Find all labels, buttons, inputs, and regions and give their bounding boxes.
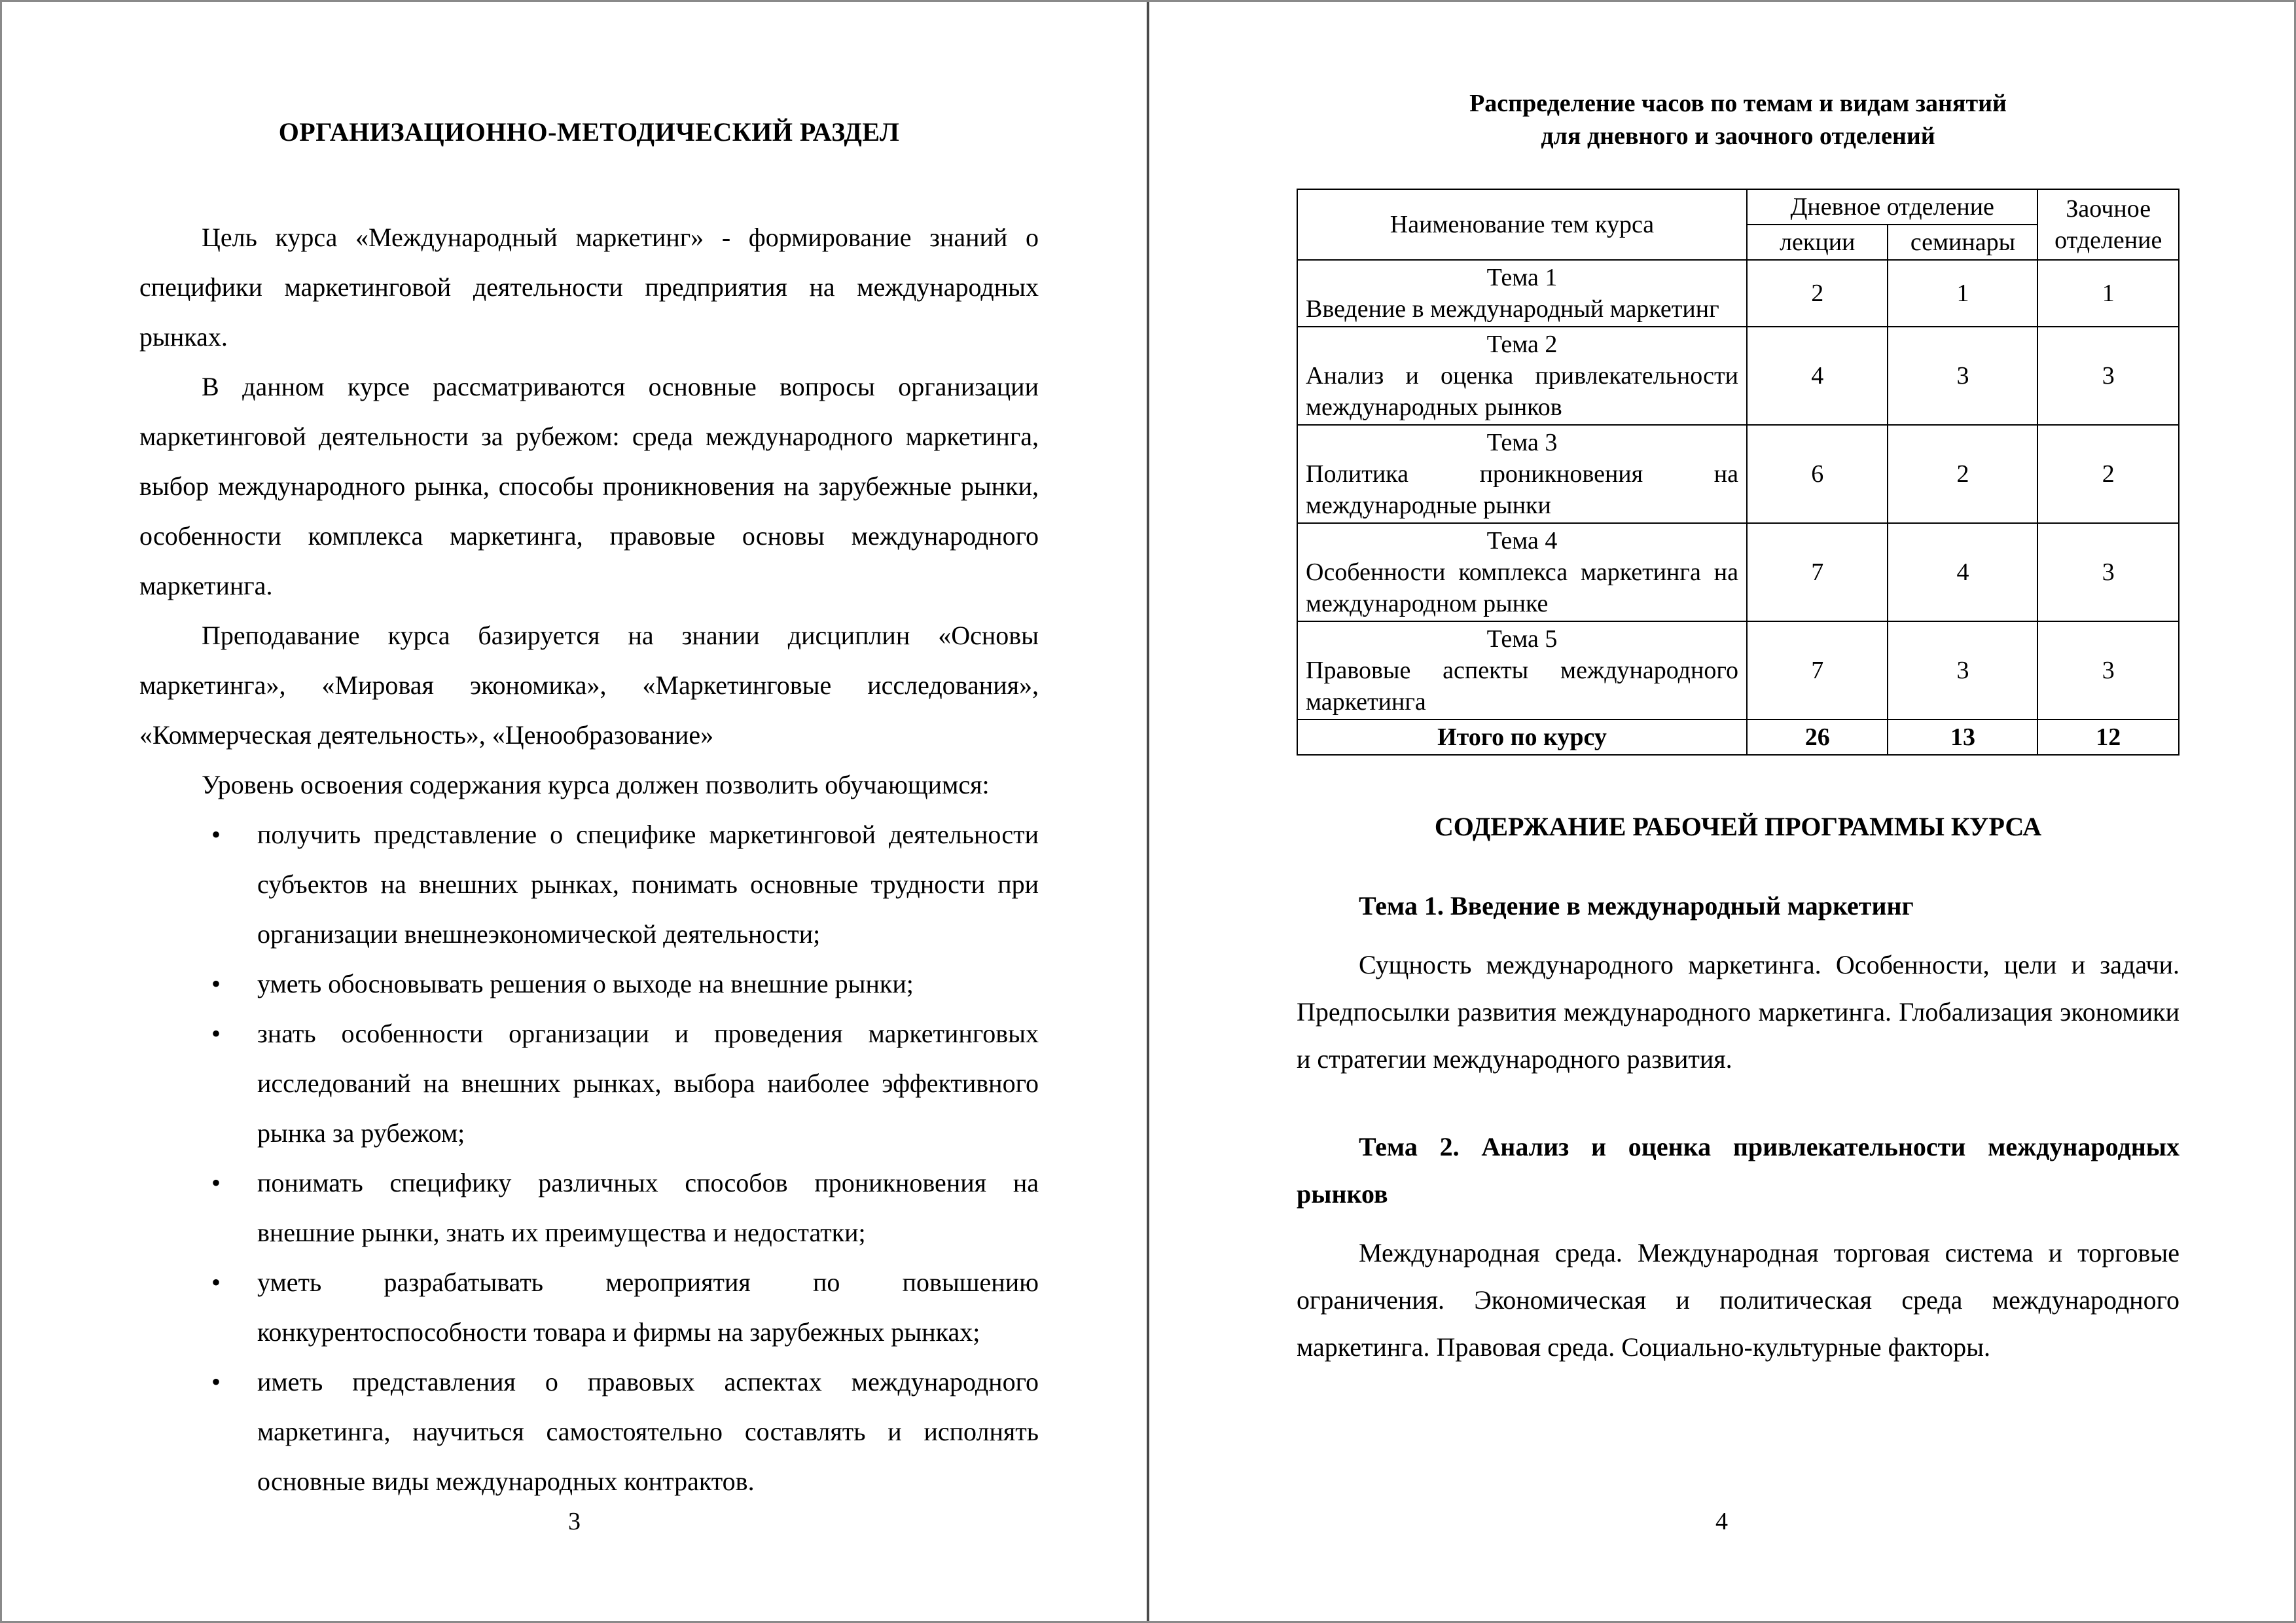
column-header-day: Дневное отделение bbox=[1747, 189, 2038, 225]
bullet-icon: • bbox=[211, 1168, 221, 1197]
theme-title: Правовые аспекты международного маркетинга bbox=[1306, 657, 1738, 716]
seminars-hours: 3 bbox=[1888, 327, 2037, 425]
table-row bbox=[1297, 327, 2179, 425]
page-title: ОРГАНИЗАЦИОННО-МЕТОДИЧЕСКИЙ РАЗДЕЛ bbox=[278, 117, 900, 147]
page-number: 4 bbox=[1715, 1508, 1728, 1535]
total-lectures: 26 bbox=[1747, 720, 1888, 755]
list-item bbox=[211, 810, 1039, 959]
bullet-icon: • bbox=[211, 1019, 221, 1048]
page-number: 3 bbox=[568, 1508, 581, 1535]
list-item-text: иметь представления о правовых аспектах международного маркетинга, научиться самостоятельно составлять и исполнять основные виды международных контрактов. bbox=[257, 1367, 1039, 1496]
list-item bbox=[211, 959, 1039, 1009]
lectures-hours: 4 bbox=[1747, 327, 1888, 425]
bullet-icon: • bbox=[211, 1367, 221, 1396]
table-header-row bbox=[1297, 189, 2179, 225]
seminars-hours: 1 bbox=[1888, 260, 2037, 327]
theme-title: Политика проникновения на международные рынки bbox=[1306, 460, 1738, 519]
list-item-text: уметь разрабатывать мероприятия по повышению конкурентоспособности товара и фирмы на зарубежных рынках; bbox=[257, 1267, 1039, 1347]
topic-body: Международная среда. Международная торговая система и торговые ограничения. Экономическая и политическая среда международного маркетинга. Правовая среда. Социально-культурные факторы. bbox=[1297, 1238, 2179, 1362]
list-item bbox=[211, 1009, 1039, 1158]
list-item bbox=[211, 1158, 1039, 1258]
list-item-text: уметь обосновывать решения о выходе на внешние рынки; bbox=[257, 969, 914, 998]
zaochnoe-hours: 3 bbox=[2037, 621, 2179, 720]
column-header-name: Наименование тем курса bbox=[1297, 189, 1747, 260]
zaochnoe-hours: 3 bbox=[2037, 523, 2179, 621]
list-item-text: знать особенности организации и проведения маркетинговых исследований на внешних рынках, выбора наиболее эффективного рынка за рубежом; bbox=[257, 1019, 1039, 1148]
zaochnoe-hours: 1 bbox=[2037, 260, 2179, 327]
theme-label: Тема 3 bbox=[1486, 429, 1558, 456]
zaochnoe-hours: 2 bbox=[2037, 425, 2179, 523]
bullet-icon: • bbox=[211, 969, 221, 998]
table-title-line1: Распределение часов по темам и видам занятий bbox=[1469, 90, 2007, 117]
seminars-hours: 2 bbox=[1888, 425, 2037, 523]
seminars-hours: 4 bbox=[1888, 523, 2037, 621]
column-header-seminars: семинары bbox=[1888, 225, 2037, 260]
total-zaochnoe: 12 bbox=[2037, 720, 2179, 755]
theme-title: Особенности комплекса маркетинга на международном рынке bbox=[1306, 558, 1738, 617]
zaochnoe-hours: 3 bbox=[2037, 327, 2179, 425]
table-title bbox=[1297, 87, 2179, 153]
seminars-hours: 3 bbox=[1888, 621, 2037, 720]
theme-label: Тема 2 bbox=[1486, 331, 1558, 358]
column-header-lectures: лекции bbox=[1747, 225, 1888, 260]
list-item bbox=[211, 1258, 1039, 1357]
lectures-hours: 2 bbox=[1747, 260, 1888, 327]
theme-label: Тема 5 bbox=[1486, 625, 1558, 653]
theme-title: Анализ и оценка привлекательности международных рынков bbox=[1306, 362, 1738, 421]
table-row bbox=[1297, 260, 2179, 327]
page-left bbox=[2, 2, 1148, 1621]
topic-body: Сущность международного маркетинга. Особенности, цели и задачи. Предпосылки развития международного маркетинга. Глобализация экономики и стратегии международного развития. bbox=[1297, 950, 2179, 1074]
bullet-icon: • bbox=[211, 1267, 221, 1297]
topic-heading: Тема 2. Анализ и оценка привлекательности международных рынков bbox=[1297, 1132, 2179, 1209]
list-item-text: получить представление о специфике маркетинговой деятельности субъектов на внешних рынках, понимать основные трудности при организации внешнеэкономической деятельности; bbox=[257, 820, 1039, 949]
theme-label: Тема 1 bbox=[1486, 264, 1558, 291]
total-seminars: 13 bbox=[1888, 720, 2037, 755]
paragraph: Преподавание курса базируется на знании дисциплин «Основы маркетинга», «Мировая экономика», «Маркетинговые исследования», «Коммерческая деятельность», «Ценообразование» bbox=[139, 621, 1039, 750]
bullet-icon: • bbox=[211, 820, 221, 849]
lectures-hours: 7 bbox=[1747, 523, 1888, 621]
paragraph: В данном курсе рассматриваются основные вопросы организации маркетинговой деятельности за рубежом: среда международного маркетинга, выбор международного рынка, способы проникновения на зарубежные рынки, особенности комплекса маркетинга, правовые основы международного маркетинга. bbox=[139, 372, 1039, 600]
lectures-hours: 6 bbox=[1747, 425, 1888, 523]
paragraph: Уровень освоения содержания курса должен позволить обучающимся: bbox=[202, 770, 990, 799]
page-right bbox=[1148, 2, 2294, 1621]
theme-title: Введение в международный маркетинг bbox=[1306, 295, 1719, 323]
table-total-row bbox=[1297, 720, 2179, 755]
list-item bbox=[211, 1357, 1039, 1506]
table-row bbox=[1297, 523, 2179, 621]
table-row bbox=[1297, 425, 2179, 523]
theme-label: Тема 4 bbox=[1486, 527, 1558, 555]
paragraph: Цель курса «Международный маркетинг» - формирование знаний о специфики маркетинговой деятельности предприятия на международных рынках. bbox=[139, 223, 1039, 352]
lectures-hours: 7 bbox=[1747, 621, 1888, 720]
list-item-text: понимать специфику различных способов проникновения на внешние рынки, знать их преимущества и недостатки; bbox=[257, 1168, 1039, 1247]
topic-heading: Тема 1. Введение в международный маркетинг bbox=[1359, 891, 1914, 921]
total-label: Итого по курсу bbox=[1297, 720, 1747, 755]
table-title-line2: для дневного и заочного отделений bbox=[1541, 122, 1935, 150]
section-title: СОДЕРЖАНИЕ РАБОЧЕЙ ПРОГРАММЫ КУРСА bbox=[1434, 812, 2042, 841]
table-row bbox=[1297, 621, 2179, 720]
hours-table bbox=[1297, 189, 2179, 756]
objectives-list bbox=[139, 810, 1039, 1506]
column-header-zaochnoe: Заочное отделение bbox=[2037, 189, 2179, 260]
